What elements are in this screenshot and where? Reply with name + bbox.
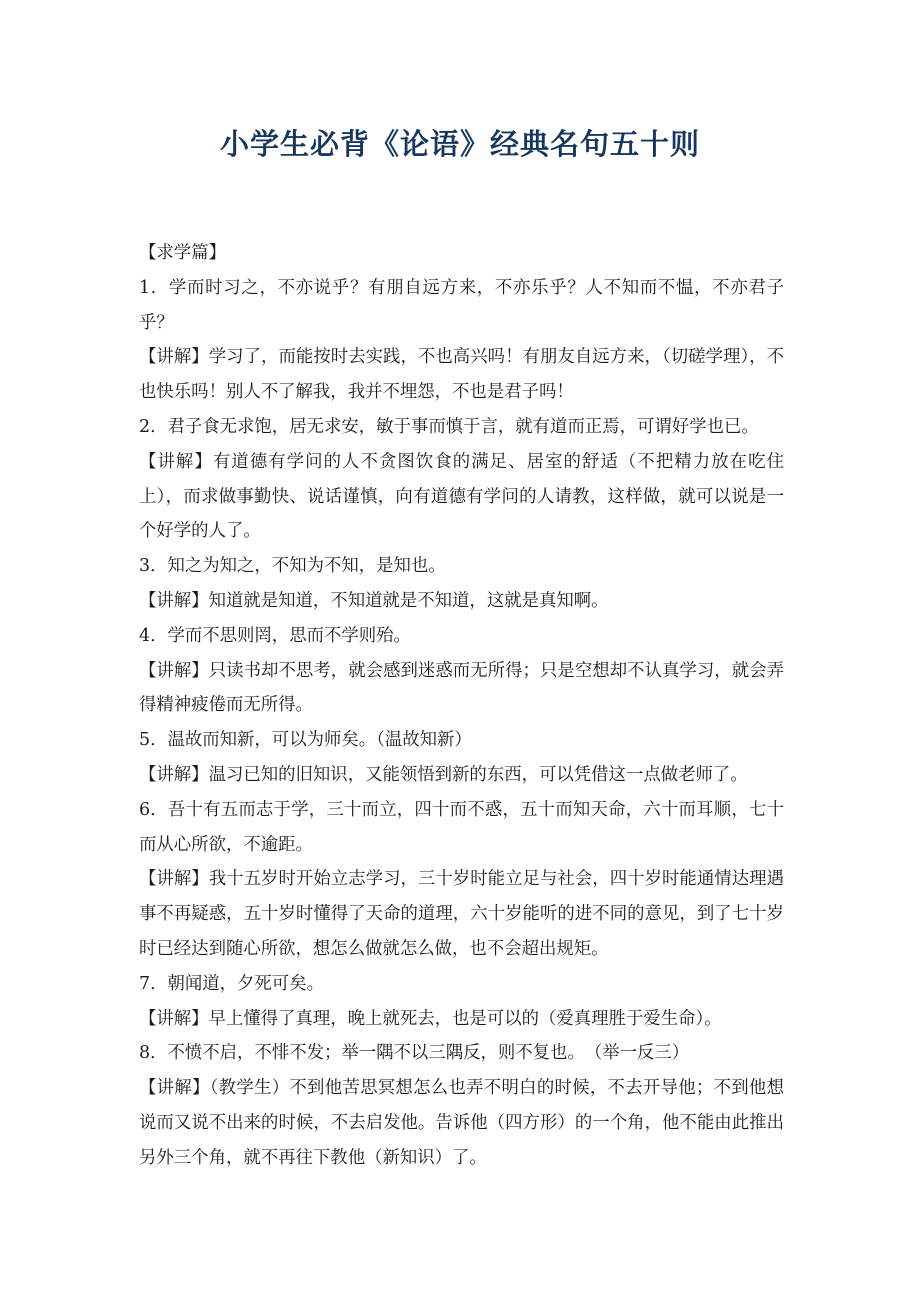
explanation-7: 【讲解】早上懂得了真理，晚上就死去，也是可以的（爱真理胜于爱生命）。 — [139, 1008, 722, 1029]
quote-8: 8．不愤不启，不悱不发；举一隅不以三隅反，则不复也。 （举一反三） — [139, 1043, 690, 1064]
explanation-3: 【讲解】知道就是知道，不知道就是不知道，这就是真知啊。 — [139, 590, 609, 611]
explanation-1: 【讲解】学习了，而能按时去实践，不也高兴吗！有朋友自远方来，（切磋学理），不也快乐吗！别人不了解我，我并不埋怨，不也是君子吗！ — [139, 347, 784, 403]
explanation-6: 【讲解】我十五岁时开始立志学习，三十岁时能立足与社会，四十岁时能通情达理遇事不再疑惑，五十岁时懂得了天命的道理，六十岁能听的进不同的意见，到了七十岁时已经达到随心所欲，想怎么做就怎么做，也不会超出规矩。 — [139, 869, 784, 959]
quote-4: 4．学而不思则罔，思而不学则殆。 — [139, 625, 411, 646]
quote-6: 6．吾十有五而志于学，三十而立，四十而不惑，五十而知天命，六十而耳顺，七十而从心所欲，不逾距。 — [139, 799, 784, 855]
section-heading: 【求学篇】 — [139, 243, 226, 263]
document-body — [139, 236, 784, 1176]
document-title: 小学生必背《论语》经典名句五十则 — [219, 127, 700, 161]
explanation-2: 【讲解】有道德有学问的人不贪图饮食的满足、居室的舒适（不把精力放在吃住上），而求做事勤快、说话谨慎，向有道德有学问的人请教，这样做，就可以说是一个好学的人了。 — [139, 451, 784, 542]
quote-1: 1．学而时习之，不亦说乎？有朋自远方来，不亦乐乎？人不知而不愠，不亦君子乎？ — [139, 277, 784, 333]
explanation-8: 【讲解】（教学生）不到他苦思冥想怎么也弄不明白的时候，不去开导他；不到他想说而又说不出来的时候，不去启发他。告诉他（四方形）的一个角，他不能由此推出另外三个角，就不再往下教他（新知识）了。 — [139, 1078, 784, 1168]
explanation-4: 【讲解】只读书却不思考，就会感到迷惑而无所得；只是空想却不认真学习，就会弄得精神疲倦而无所得。 — [139, 660, 784, 716]
quote-2: 2．君子食无求饱，居无求安，敏于事而慎于言，就有道而正焉，可谓好学也已。 — [139, 416, 759, 437]
explanation-5: 【讲解】温习已知的旧知识，又能领悟到新的东西，可以凭借这一点做老师了。 — [139, 764, 748, 785]
quote-5: 5．温故而知新，可以为师矣。（温故知新） — [139, 730, 472, 751]
quote-7: 7．朝闻道，夕死可矣。 — [139, 973, 324, 994]
quote-3: 3．知之为知之，不知为不知，是知也。 — [139, 556, 446, 577]
